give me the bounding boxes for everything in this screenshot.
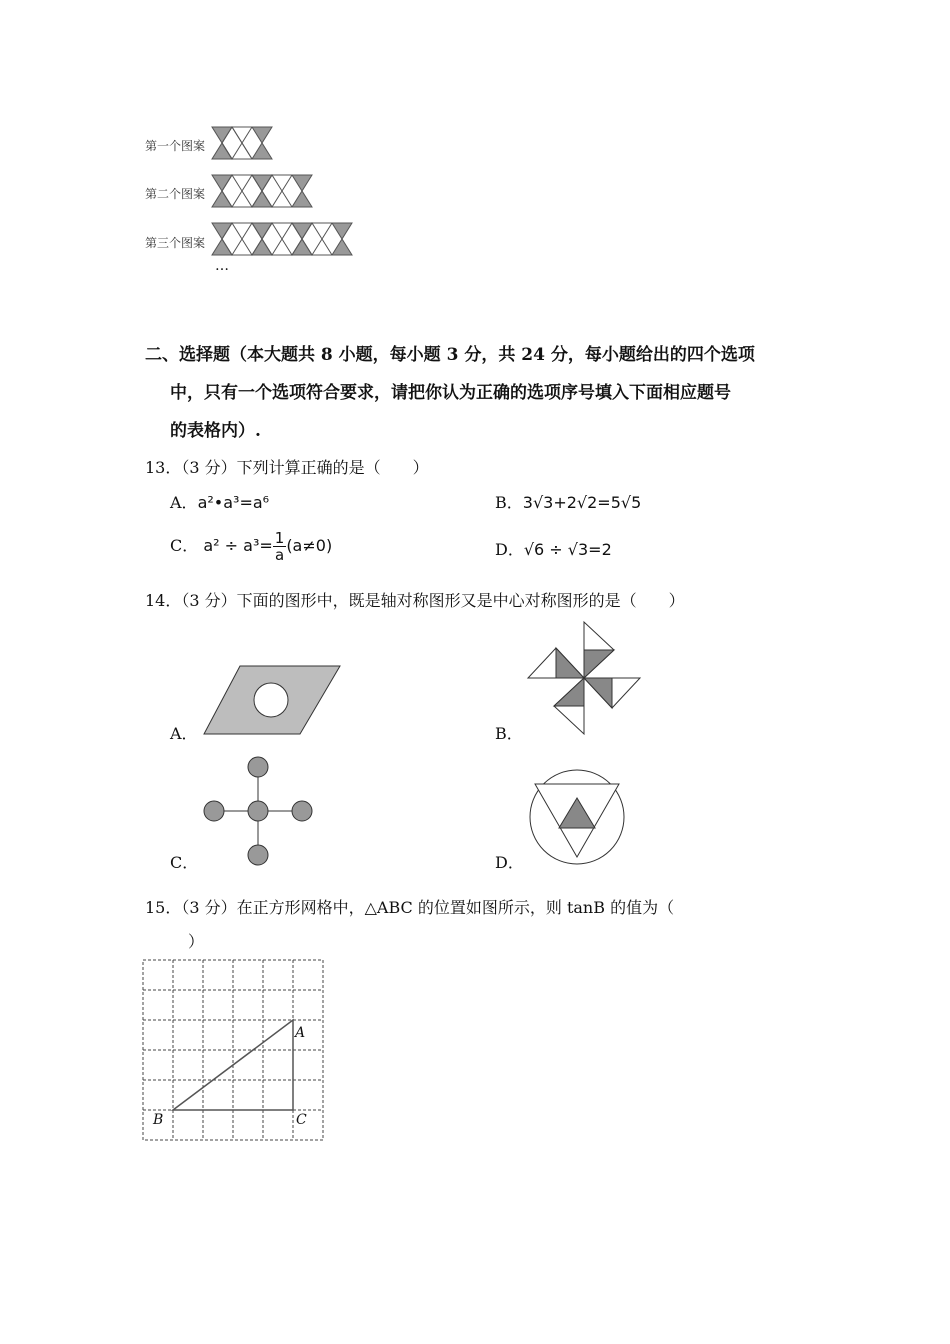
- q13-option-a: A．a²•a³=a⁶: [170, 493, 270, 512]
- pattern-label-2: 第二个图案: [145, 187, 206, 201]
- q14-label-c: C．: [170, 853, 199, 872]
- q14-stem: 14．（3 分）下面的图形中，既是轴对称图形又是中心对称图形的是（ ）: [145, 591, 685, 610]
- section-heading-line-1: 二、选择题（本大题共 8 小题，每小题 3 分，共 24 分，每小题给出的四个选项: [145, 345, 755, 365]
- fraction: $\frac{1}{a}$: [274, 529, 285, 564]
- q14-label-b: B．: [495, 724, 523, 743]
- circle-triangle-figure: [526, 766, 630, 868]
- pinwheel-figure: [526, 620, 646, 738]
- point-c-label: C: [296, 1112, 307, 1128]
- section-heading-line-2: 中，只有一个选项符合要求，请把你认为正确的选项序号填入下面相应题号: [170, 383, 731, 403]
- parallelogram-with-hole-figure: [200, 662, 345, 738]
- point-a-label: A: [295, 1025, 306, 1041]
- hourglass-patterns-figure: [210, 122, 355, 262]
- cross-circles-figure: [200, 755, 320, 867]
- q15-stem: 15．（3 分）在正方形网格中，△ABC 的位置如图所示，则 tanB 的值为（: [145, 898, 675, 917]
- q14-label-a: A．: [170, 724, 198, 743]
- section-heading-line-3: 的表格内）.: [170, 421, 261, 441]
- point-b-label: B: [153, 1112, 164, 1128]
- q13-option-c: C． a² ÷ a³= $\frac{1}{a}$ (a≠0): [170, 529, 333, 564]
- q14-label-d: D．: [495, 853, 524, 872]
- q15-stem-close: ）: [188, 932, 205, 951]
- pattern-label-3: 第三个图案: [145, 236, 206, 250]
- q13-option-b: B．3√3+2√2=5√5: [495, 493, 642, 512]
- q13-option-d: D．√6 ÷ √3=2: [495, 540, 612, 559]
- pattern-ellipsis: …: [215, 258, 229, 274]
- q13-stem: 13．（3 分）下列计算正确的是（ ）: [145, 458, 429, 477]
- pattern-label-1: 第一个图案: [145, 139, 206, 153]
